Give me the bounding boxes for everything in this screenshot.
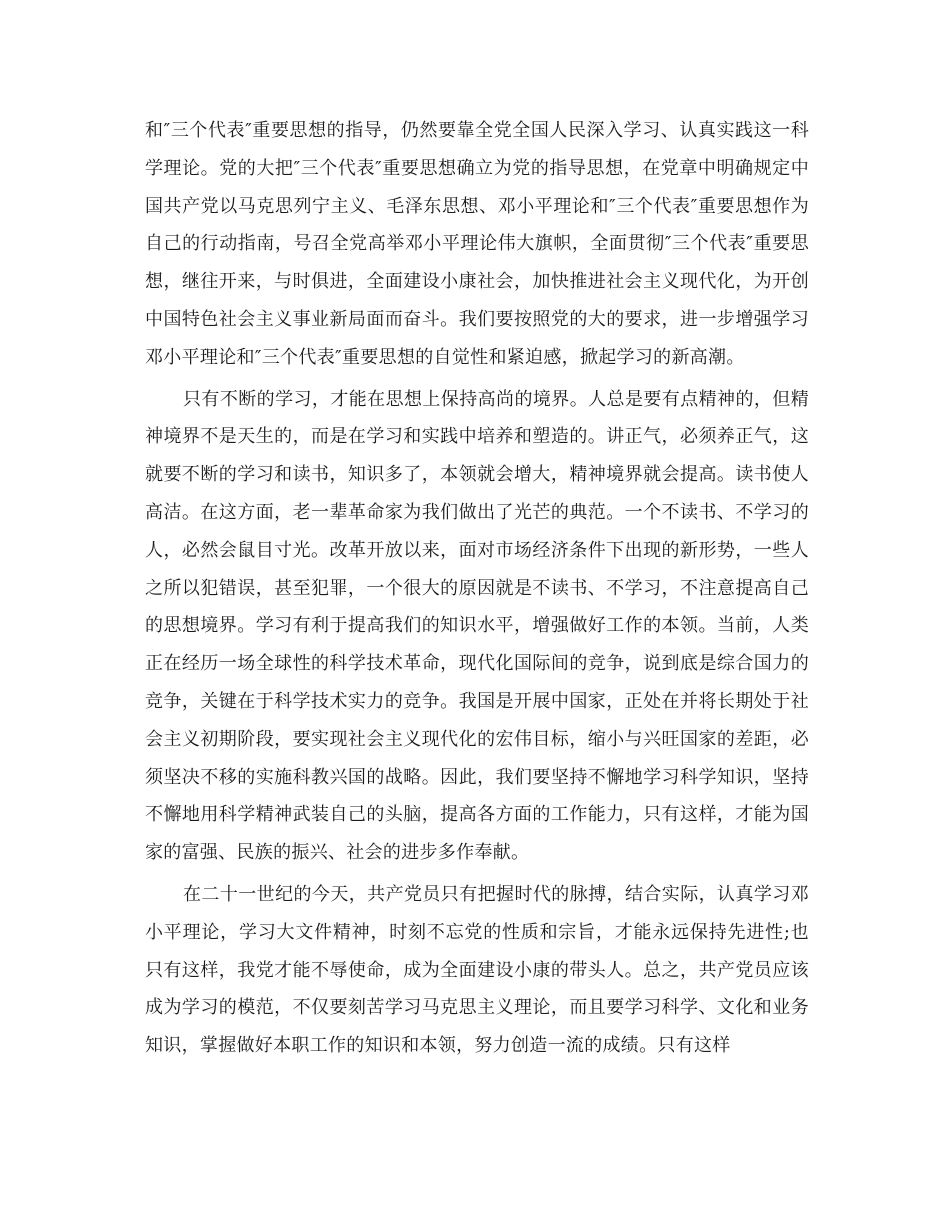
paragraph-2: 只有不断的学习，才能在思想上保持高尚的境界。人总是要有点精神的，但精神境界不是天生的，而是在学习和实践中培养和塑造的。讲正气，必须养正气，这就要不断的学习和读书，知识多了，本领就会增大，精神境界就会提高。读书使人高洁。在这方面，老一辈革命家为我们做出了光芒的典范。一个不读书、不学习的人，必然会鼠目寸光。改革开放以来，面对市场经济条件下出现的新形势，一些人之所以犯错误，甚至犯罪，一个很大的原因就是不读书、不学习，不注意提高自己的思想境界。学习有利于提高我们的知识水平，增强做好工作的本领。当前，人类正在经历一场全球性的科学技术革命，现代化国际间的竞争，说到底是综合国力的竞争，关键在于科学技术实力的竞争。我国是开展中国家，正处在并将长期处于社会主义初期阶段，要实现社会主义现代化的宏伟目标，缩小与兴旺国家的差距，必须坚决不移的实施科教兴国的战略。因此，我们要坚持不懈地学习科学知识，坚持不懈地用科学精神武装自己的头脑，提高各方面的工作能力，只有这样，才能为国家的富强、民族的振兴、社会的进步多作奉献。 — [145, 388, 809, 864]
paragraph-1: 和″三个代表″重要思想的指导，仍然要靠全党全国人民深入学习、认真实践这一科学理论。党的大把″三个代表″重要思想确立为党的指导思想，在党章中明确规定中国共产党以马克思列宁主义、毛泽东思想、邓小平理论和″三个代表″重要思想作为自己的行动指南，号召全党高举邓小平理论伟大旗帜，全面贯彻″三个代表″重要思想，继往开来，与时俱进，全面建设小康社会，加快推进社会主义现代化，为开创中国特色社会主义事业新局面而奋斗。我们要按照党的大的要求，进一步增强学习邓小平理论和″三个代表″重要思想的自觉性和紧迫感，掀起学习的新高潮。 — [145, 120, 809, 368]
document-body — [145, 112, 809, 1069]
paragraph-3: 在二十一世纪的今天，共产党员只有把握时代的脉搏，结合实际，认真学习邓小平理论，学习大文件精神，时刻不忘党的性质和宗旨，才能永远保持先进性;也只有这样，我党才能不辱使命，成为全面建设小康的带头人。总之，共产党员应该成为学习的模范，不仅要刻苦学习马克思主义理论，而且要学习科学、文化和业务知识，掌握做好本职工作的知识和本领，努力创造一流的成绩。只有这样 — [145, 883, 809, 1057]
